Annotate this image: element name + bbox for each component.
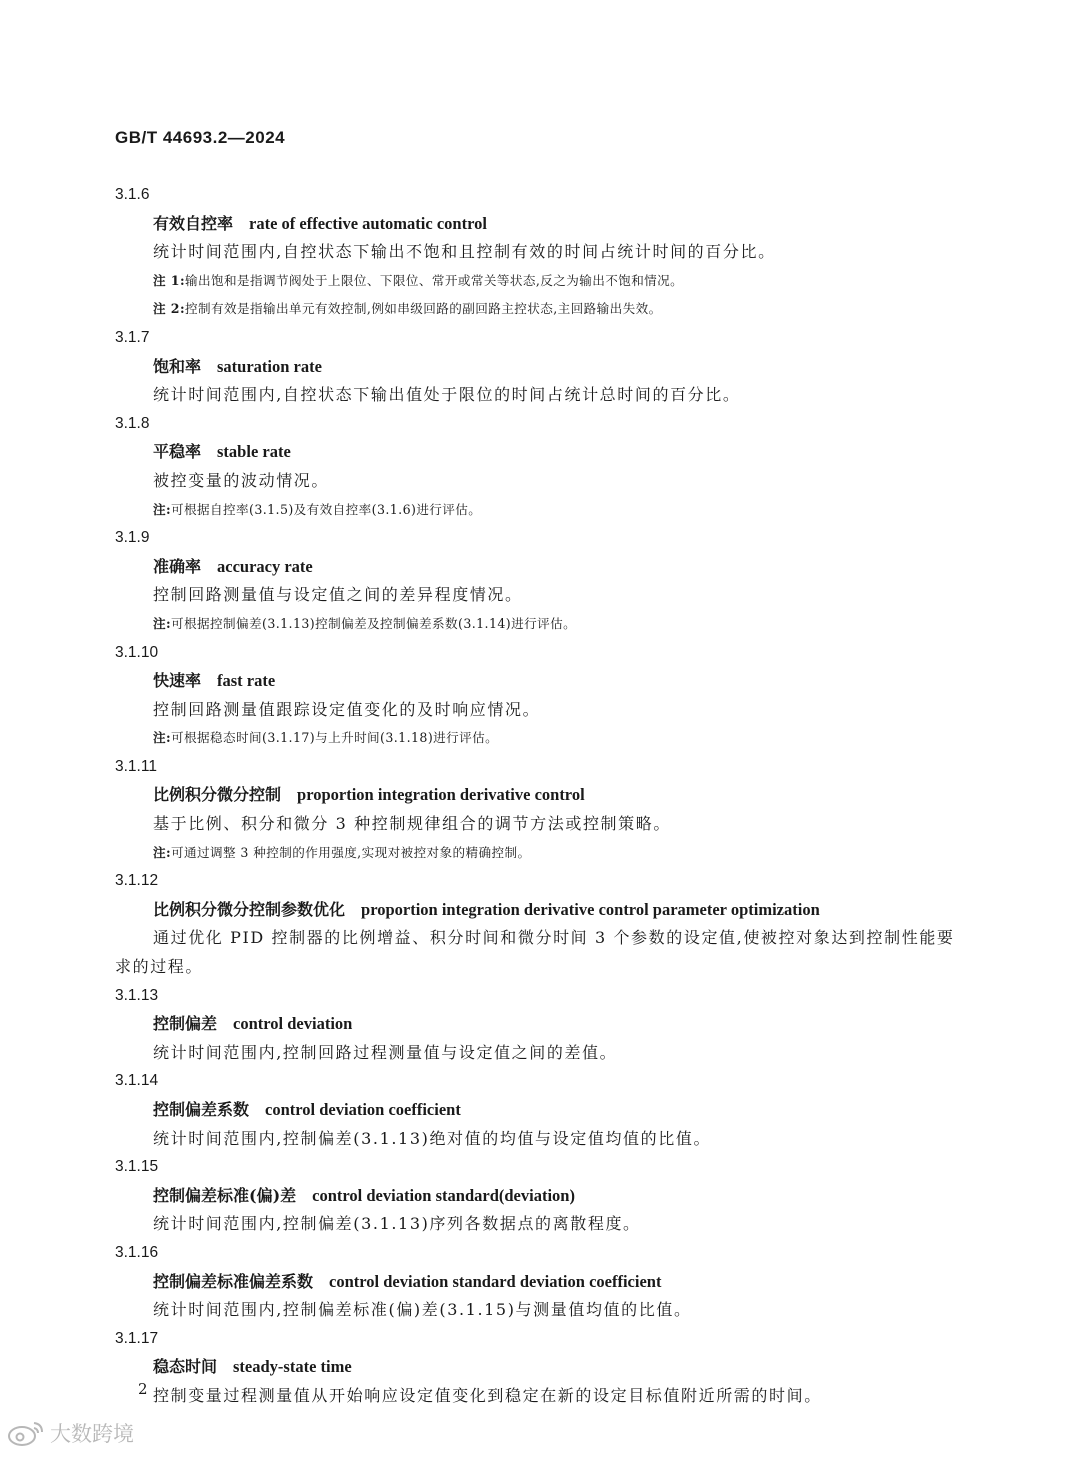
term-name-en: fast rate	[217, 671, 276, 691]
weibo-logo-icon	[6, 1419, 46, 1447]
note-text: 可根据控制偏差(3.1.13)控制偏差及控制偏差系数(3.1.14)进行评估。	[171, 615, 577, 631]
term-definition: 控制回路测量值与设定值之间的差异程度情况。	[153, 585, 523, 605]
note-label: 注:	[153, 844, 172, 860]
term-entry	[115, 1325, 965, 1411]
term-number: 3.1.13	[115, 986, 159, 1004]
note-text: 可根据稳态时间(3.1.17)与上升时间(3.1.18)进行评估。	[171, 730, 499, 746]
term-number: 3.1.7	[115, 328, 150, 346]
term-name-en: accuracy rate	[217, 556, 313, 576]
term-name-zh: 饱和率	[153, 356, 202, 376]
note-label: 注 2:	[153, 301, 185, 317]
note-text: 输出饱和是指调节阀处于上限位、下限位、常开或常关等状态,反之为输出不饱和情况。	[185, 272, 684, 288]
note-label: 注 1:	[153, 272, 185, 288]
term-name-zh: 平稳率	[153, 442, 202, 462]
term-number: 3.1.11	[115, 757, 157, 775]
term-name-en: proportion integration derivative control parameter optimization	[361, 899, 820, 919]
term-note	[115, 839, 965, 868]
term-name-zh: 稳态时间	[153, 1357, 218, 1377]
term-entry	[115, 639, 965, 753]
term-title	[115, 1353, 965, 1382]
term-definition: 统计时间范围内,自控状态下输出值处于限位的时间占统计总时间的百分比。	[153, 385, 741, 405]
term-entry	[115, 324, 965, 410]
term-definition: 控制回路测量值跟踪设定值变化的及时响应情况。	[153, 699, 541, 719]
term-name-zh: 控制偏差系数	[153, 1100, 250, 1119]
term-name-en: control deviation standard(deviation)	[312, 1185, 575, 1205]
term-number: 3.1.8	[115, 414, 150, 432]
term-name-en: saturation rate	[217, 356, 322, 376]
term-entry	[115, 1153, 965, 1239]
term-name-en: rate of effective automatic control	[249, 213, 487, 233]
note-label: 注:	[153, 501, 172, 517]
term-title	[115, 353, 965, 382]
watermark	[6, 1418, 134, 1448]
term-definition: 被控变量的波动情况。	[153, 470, 330, 490]
term-name-zh: 有效自控率	[153, 213, 234, 233]
term-title	[115, 1010, 965, 1039]
note-text: 控制有效是指输出单元有效控制,例如串级回路的副回路主控状态,主回路输出失效。	[185, 301, 662, 317]
term-number: 3.1.10	[115, 643, 159, 661]
term-entry	[115, 1239, 965, 1325]
term-name-en: steady-state time	[233, 1357, 352, 1377]
term-name-zh: 控制偏差标准偏差系数	[153, 1271, 314, 1291]
term-title	[115, 553, 965, 582]
term-definition: 统计时间范围内,自控状态下输出不饱和且控制有效的时间占统计时间的百分比。	[153, 242, 776, 262]
term-number: 3.1.15	[115, 1158, 159, 1176]
watermark-text: 大数跨境	[50, 1422, 134, 1446]
term-entry	[115, 867, 965, 981]
term-note	[115, 610, 965, 639]
note-text: 可通过调整 3 种控制的作用强度,实现对被控对象的精确控制。	[171, 844, 531, 860]
term-note	[115, 267, 965, 296]
term-note	[115, 496, 965, 525]
term-entry	[115, 181, 965, 324]
note-text: 可根据自控率(3.1.5)及有效自控率(3.1.6)进行评估。	[171, 501, 482, 517]
term-name-zh: 准确率	[153, 556, 202, 576]
term-name-zh: 快速率	[153, 671, 202, 691]
term-title	[115, 781, 965, 810]
note-label: 注:	[153, 615, 172, 631]
term-number: 3.1.16	[115, 1243, 159, 1261]
term-title	[115, 896, 965, 925]
term-number: 3.1.17	[115, 1329, 159, 1347]
term-definition: 统计时间范围内,控制回路过程测量值与设定值之间的差值。	[153, 1042, 618, 1062]
term-definition: 基于比例、积分和微分 3 种控制规律组合的调节方法或控制策略。	[153, 814, 671, 834]
note-label: 注:	[153, 730, 172, 746]
term-number: 3.1.6	[115, 186, 150, 203]
term-name-zh: 比例积分微分控制参数优化	[153, 899, 346, 919]
term-entry	[115, 982, 965, 1068]
term-entry	[115, 1067, 965, 1153]
term-title	[115, 1268, 965, 1297]
term-number: 3.1.12	[115, 872, 159, 890]
term-entry	[115, 410, 965, 524]
term-number: 3.1.9	[115, 529, 150, 547]
term-definition: 统计时间范围内,控制偏差(3.1.13)序列各数据点的离散程度。	[153, 1214, 641, 1234]
term-entry	[115, 524, 965, 638]
term-definition: 统计时间范围内,控制偏差(3.1.13)绝对值的均值与设定值均值的比值。	[153, 1128, 712, 1148]
term-name-zh: 比例积分微分控制	[153, 785, 282, 805]
term-name-en: stable rate	[217, 442, 291, 462]
term-note	[115, 295, 965, 324]
term-title	[115, 1096, 965, 1125]
term-title	[115, 667, 965, 696]
term-name-zh: 控制偏差	[153, 1014, 218, 1034]
page-number: 2	[138, 1380, 148, 1398]
standard-number: GB/T 44693.2—2024	[115, 128, 286, 147]
term-name-zh: 控制偏差标准(偏)差	[153, 1185, 297, 1205]
term-note	[115, 724, 965, 753]
term-name-en: proportion integration derivative control	[297, 785, 585, 805]
term-title	[115, 1182, 965, 1211]
term-name-en: control deviation	[233, 1014, 353, 1034]
term-title	[115, 210, 965, 239]
term-definition: 统计时间范围内,控制偏差标准(偏)差(3.1.15)与测量值均值的比值。	[153, 1300, 692, 1320]
term-entry	[115, 753, 965, 867]
term-title	[115, 438, 965, 467]
term-number: 3.1.14	[115, 1072, 159, 1090]
term-definition: 控制变量过程测量值从开始响应设定值变化到稳定在新的设定目标值附近所需的时间。	[153, 1385, 822, 1405]
term-definition: 通过优化 PID 控制器的比例增益、积分时间和微分时间 3 个参数的设定值,使被控对象达到控制性能要求的过程。	[115, 928, 955, 977]
terms-list	[115, 181, 965, 1411]
term-name-en: control deviation coefficient	[265, 1100, 461, 1119]
term-name-en: control deviation standard deviation coefficient	[329, 1271, 662, 1291]
